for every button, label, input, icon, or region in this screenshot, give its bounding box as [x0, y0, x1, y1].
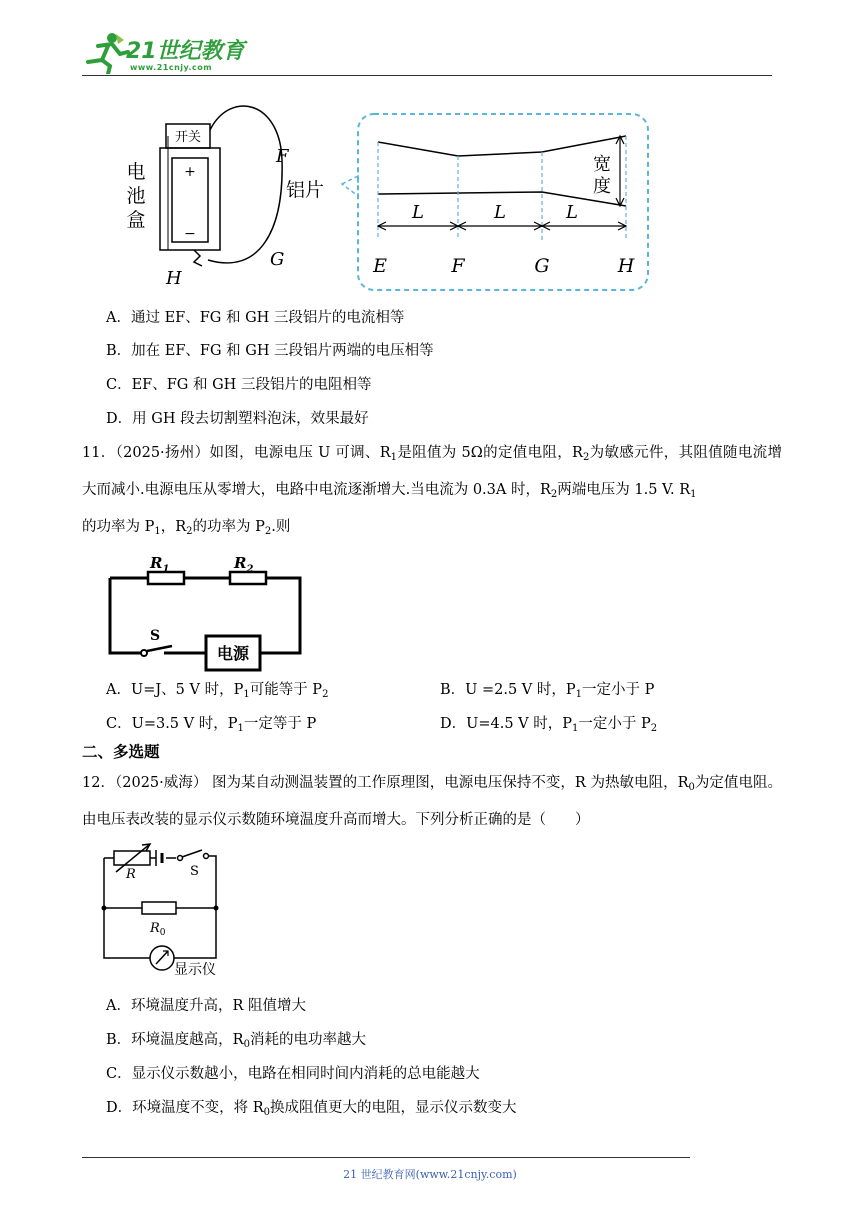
L-label-2: L	[494, 202, 506, 223]
minus-label: −	[184, 226, 196, 242]
footer-text: 21 世纪教育网(www.21cnjy.com)	[343, 1168, 517, 1181]
figure-battery-foil	[110, 100, 670, 300]
svg-text:R1: $R_1$	[150, 554, 170, 575]
q11-number: 11．（2025·扬州）	[82, 445, 210, 461]
label-F-left: F	[276, 146, 289, 167]
width-label-1: 宽	[593, 154, 611, 175]
q12-circuit	[96, 842, 236, 980]
battery-box-label-1: 电	[126, 161, 146, 183]
resistor-r0	[142, 902, 176, 914]
display-meter-label: 显示仪	[174, 962, 216, 978]
q10-option-a: A．通过 EF、FG 和 GH 三段铝片的电流相等	[106, 310, 405, 326]
width-label-2: 度	[593, 176, 611, 197]
logo-text: 21世纪教育	[126, 39, 245, 64]
q10-option-c: C．EF、FG 和 GH 三段铝片的电阻相等	[106, 377, 372, 393]
point-E: E	[373, 255, 387, 277]
L-label-1: L	[412, 202, 424, 223]
switch-label: 开关	[174, 130, 202, 145]
q11-stem: 11．（2025·扬州）如图，电源电压 U 可调、$R_1$是阻值为 5Ω的定值电阻，$R_2$为敏感元件，其阻值随电流增大而减小.电源电压从零增大，电路中电流逐渐增大.当电流为 0.3A 时，$R_2$两端电压为 1.5 V. $R_1$ 的功率为 $P_1$，$R_2$的功率为 $P_2$.则	[82, 445, 783, 537]
point-F: F	[451, 255, 465, 277]
footer-rule	[82, 1157, 690, 1158]
q12-option-a: A．环境温度升高，R 阻值增大	[106, 998, 306, 1014]
section-title: 二、多选题	[82, 743, 160, 761]
point-G: G	[534, 255, 550, 277]
q11-option-b: B．U =2.5 V 时，$P_1$一定小于 P	[440, 682, 655, 700]
plus-label: +	[184, 164, 196, 180]
wire-loop	[208, 106, 282, 263]
q12-option-b: B．环境温度越高，$R_0$消耗的电功率越大	[106, 1032, 366, 1050]
q10-option-d: D．用 GH 段去切割塑料泡沫，效果最好	[106, 411, 369, 427]
foil-shape	[378, 136, 626, 156]
q10-option-b: B．加在 EF、FG 和 GH 三段铝片两端的电压相等	[106, 343, 434, 359]
svg-text:S: S	[190, 864, 199, 879]
q11-option-a: A．U=J、5 V 时，$P_1$可能等于 $P_2$	[106, 682, 329, 700]
label-H-left: H	[166, 268, 182, 289]
battery-box-label-2: 池	[126, 185, 146, 207]
q12-number: 12．（2025·威海）	[82, 775, 208, 791]
q12-option-d: D．环境温度不变，将 $R_0$换成阻值更大的电阻，显示仪示数变大	[106, 1100, 517, 1118]
power-source-label: 电源	[216, 644, 250, 663]
switch-s	[147, 646, 172, 651]
q11-option-c: C．U=3.5 V 时，$P_1$一定等于 P	[106, 716, 317, 734]
page-header	[70, 30, 780, 78]
L-label-3: L	[566, 202, 578, 223]
svg-text:R0: $R_0$	[150, 921, 166, 938]
q12-stem: 12．（2025·威海） 图为某自动测温装置的工作原理图，电源电压保持不变，R 为热敏电阻，$R_0$为定值电阻。由电压表改装的显示仪示数随环境温度升高而增大。下列分析正确的是（ ）	[82, 775, 782, 828]
switch-s	[182, 850, 202, 857]
logo-runner-icon	[78, 32, 130, 74]
svg-text:R: R	[126, 867, 136, 882]
foil-label: 铝片	[286, 179, 325, 201]
logo-url: www.21cnjy.com	[130, 63, 213, 72]
q12-option-c: C．显示仪示数越小，电路在相同时间内消耗的总电能越大	[106, 1066, 480, 1082]
q11-option-d: D．U=4.5 V 时，$P_1$一定小于 $P_2$	[440, 716, 658, 734]
q11-circuit	[100, 548, 320, 678]
header-rule	[82, 75, 772, 76]
battery-box-label-3: 盒	[126, 209, 146, 231]
switch-s-label: S	[150, 628, 161, 644]
point-H: H	[617, 255, 635, 277]
label-G-left: G	[270, 249, 285, 270]
svg-text:R2: $R_2$	[234, 554, 254, 575]
